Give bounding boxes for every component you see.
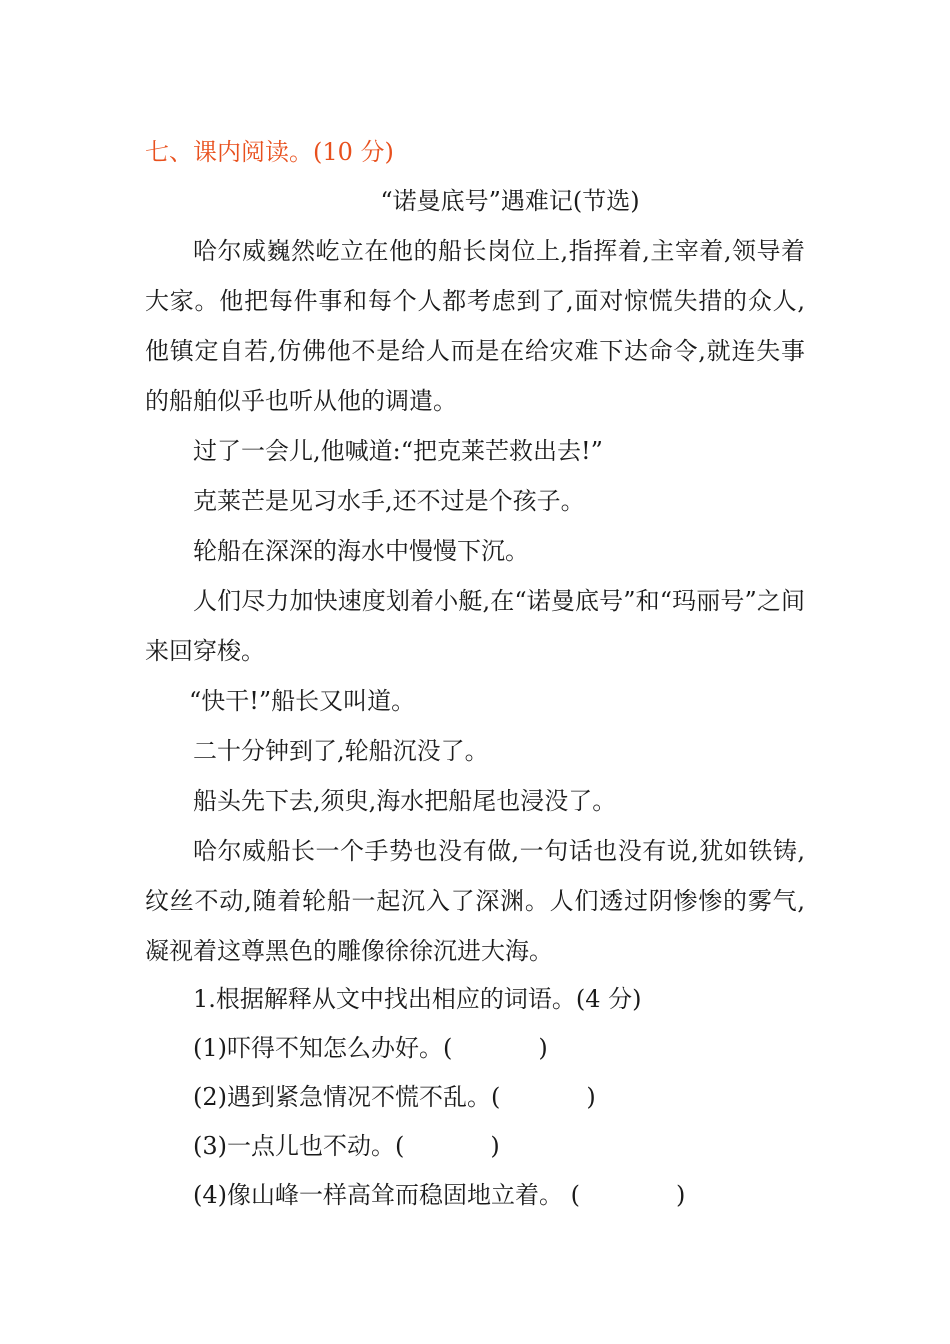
question-item-2 bbox=[193, 1079, 596, 1115]
question-item-2-text: (2)遇到紧急情况不慌不乱。( bbox=[193, 1083, 501, 1111]
question-item-4 bbox=[193, 1177, 685, 1213]
paragraph-2: 过了一会儿,他喊道:“把克莱芒救出去!” bbox=[193, 437, 603, 465]
paragraph-9: 哈尔威船长一个手势也没有做,一句话也没有说,犹如铁铸,纹丝不动,随着轮船一起沉入了深渊。人们透过阴惨惨的雾气,凝视着这尊黑色的雕像徐徐沉进大海。 bbox=[145, 837, 805, 965]
paragraph-7: 二十分钟到了,轮船沉没了。 bbox=[193, 737, 489, 765]
paragraph-5: 人们尽力加快速度划着小艇,在“诺曼底号”和“玛丽号”之间来回穿梭。 bbox=[145, 587, 805, 665]
question-item-1-close: ) bbox=[538, 1034, 548, 1062]
paragraph-6: “快干!”船长又叫道。 bbox=[189, 687, 416, 715]
paragraph-1: 哈尔威巍然屹立在他的船长岗位上,指挥着,主宰着,领导着大家。他把每件事和每个人都考虑到了,面对惊慌失措的众人,他镇定自若,仿佛他不是给人而是在给灾难下达命令,就连失事的船舶似乎也听从他的调遣。 bbox=[145, 237, 805, 415]
question-item-1-text: (1)吓得不知怎么办好。( bbox=[193, 1034, 453, 1062]
question-1-prompt: 1.根据解释从文中找出相应的词语。(4 分) bbox=[193, 985, 642, 1013]
question-item-4-text: (4)像山峰一样高耸而稳固地立着。 ( bbox=[193, 1181, 580, 1209]
paragraph-3: 克莱芒是见习水手,还不过是个孩子。 bbox=[193, 487, 585, 515]
question-item-3 bbox=[193, 1128, 500, 1164]
article-title: “诺曼底号”遇难记(节选) bbox=[380, 187, 640, 215]
question-item-4-close: ) bbox=[676, 1181, 686, 1209]
section-heading: 七、课内阅读。(10 分) bbox=[145, 138, 394, 166]
paragraph-8: 船头先下去,须臾,海水把船尾也浸没了。 bbox=[193, 787, 617, 815]
paragraph-4: 轮船在深深的海水中慢慢下沉。 bbox=[193, 537, 529, 565]
question-item-3-close: ) bbox=[490, 1132, 500, 1160]
question-item-3-text: (3)一点儿也不动。( bbox=[193, 1132, 405, 1160]
question-item-1 bbox=[193, 1030, 548, 1066]
question-item-2-close: ) bbox=[586, 1083, 596, 1111]
